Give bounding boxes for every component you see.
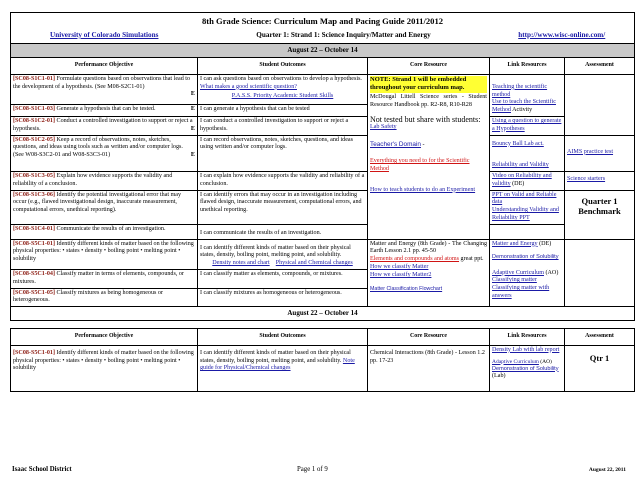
core-resource-cell: Chemical Interactions (8th Grade) - Lesson 1.2 pp. 17-23: [368, 345, 490, 391]
classify-matter-link[interactable]: How we classify Matter: [370, 264, 429, 271]
matter-energy-resource: Matter and Energy (8th Grade) - The Changing Earth Lesson 2.1 pp. 45-50: [370, 240, 487, 255]
outcome-cell: [198, 345, 368, 391]
col-performance-objective: Performance Objective: [11, 58, 198, 75]
outcome-cell: [198, 74, 368, 105]
objective-text: Keep a record of observations, notes, sketches, questions, and ideas using tools such as written and/or computer logs. (See W08-S3C2-01 and W08-S3C3-01): [13, 136, 183, 159]
outcome-cell: I can classify matter as elements, compounds, or mixtures.: [198, 270, 368, 289]
science-starters-link[interactable]: Science starters: [567, 176, 606, 183]
adaptive-curriculum-link[interactable]: Adaptive Curriculum: [492, 358, 539, 365]
standard-code: [SC08-S1C3-06]: [13, 191, 55, 198]
standard-code: [SC08-S1C1-01]: [13, 75, 55, 82]
outcome-cell: [198, 239, 368, 269]
elements-compounds-link[interactable]: Elements and compounds and atoms: [370, 256, 460, 263]
col-assessment: Assessment: [565, 58, 635, 75]
mcdougal-resource: McDougal Littell Science series - Student Resource Handbook pp. R2-R8, R10-R28: [370, 94, 487, 109]
classify-matter2-link[interactable]: How we classify Matter2: [370, 271, 432, 278]
standard-code: [SC08-S5C1-01]: [13, 349, 55, 356]
assessment-cell: [565, 190, 635, 239]
objective-cell: [11, 135, 198, 172]
outcome-cell: I can generate a hypothesis that can be tested: [198, 105, 368, 117]
aims-practice-link[interactable]: AIMS practice test: [567, 148, 614, 155]
outcome-text: I can identify different kinds of matter based on their physical states, density, boiling point, melting point, and solubility.: [200, 349, 351, 364]
standard-code: [SC08-S1C2-01]: [13, 117, 55, 124]
activity-label: Activity: [510, 107, 533, 114]
curriculum-table: [10, 12, 635, 321]
outcome-cell: I can explain how evidence supports the validity and reliability of a conclusion.: [198, 172, 368, 191]
table-row: [11, 74, 635, 105]
objective-cell: [11, 116, 198, 135]
colorado-simulations-link[interactable]: University of Colorado Simulations: [11, 29, 198, 44]
not-tested-note: Not tested but share with students:: [370, 114, 481, 124]
classifying-matter-link[interactable]: Classifying matter: [492, 277, 537, 284]
col-core-resource: Core Resource: [368, 58, 490, 75]
essential-flag: E: [190, 106, 195, 113]
adaptive-suffix: (AO): [543, 269, 559, 276]
standard-code: [SC08-S1C2-05]: [13, 136, 55, 143]
video-reliability-link[interactable]: Video on Reliability and validity: [492, 173, 552, 187]
objective-text: Classify mixtures as being homogeneous or heterogeneous.: [13, 289, 163, 304]
col-core-resource: Core Resource: [368, 329, 490, 346]
strand-note: NOTE: Strand 1 will be embedded throughout your curriculum map.: [370, 76, 487, 94]
note-guide-link[interactable]: Note guide for Physical/Chemical changes: [200, 357, 355, 372]
district-name: Isaac School District: [12, 466, 72, 473]
core-resource-cell: [368, 239, 490, 307]
title-row: [11, 13, 635, 30]
assessment-cell: [565, 74, 635, 135]
link-cell: [490, 345, 565, 391]
demo-solubility-link[interactable]: Demonstration of Solubility: [492, 365, 559, 372]
lab-suffix: (Lab): [492, 373, 506, 380]
using-question-link[interactable]: Using a question to generate a Hypotheses: [492, 117, 562, 132]
outcome-text: I can ask questions based on observations to develop a hypothesis.: [200, 75, 362, 82]
table-row: [11, 224, 635, 239]
standard-code: [SC08-S1C1-03]: [13, 106, 55, 113]
outcome-cell: I can classify mixtures as homogeneous or heterogeneous.: [198, 288, 368, 307]
outcome-cell: I can identify errors that may occur in an investigation including flawed design, inaccurate measurement, computational errors, and unethical reporting.: [198, 190, 368, 224]
table-row: [11, 239, 635, 269]
link-cell: [490, 135, 565, 172]
objective-cell: [11, 190, 198, 224]
standard-code: [SC08-S5C1-05]: [13, 289, 55, 296]
curriculum-page: [10, 12, 634, 392]
density-notes-link[interactable]: Density notes and chart: [212, 260, 270, 267]
table-row: [11, 116, 635, 135]
link-cell: [490, 190, 565, 224]
classifying-answers-link[interactable]: Classifying matter with answers: [492, 285, 550, 300]
objective-cell: [11, 345, 198, 391]
standard-code: [SC08-S5C1-01]: [13, 240, 55, 247]
core-resource-cell: [368, 74, 490, 239]
objective-text: Classify matter in terms of elements, compounds, or mixtures.: [13, 271, 184, 285]
objective-text: Identify the potential investigational error that may occur (e.g., flawed investigational design, inaccurate measurement, computational errors, unethical reporting).: [13, 191, 182, 214]
link-cell: [490, 116, 565, 135]
link-cell: [490, 74, 565, 116]
assessment-cell: [565, 135, 635, 172]
matter-energy-de-suffix: (DE): [537, 240, 552, 247]
curriculum-table-2: [10, 328, 635, 392]
outcome-text: I can identify different kinds of matter based on their physical states, density, boiling point, melting point, and solubility.: [200, 244, 351, 259]
assessment-cell: [565, 239, 635, 307]
physical-chemical-link[interactable]: Physical and Chemical changes: [275, 260, 353, 267]
date-band: [11, 307, 635, 321]
assessment-cell: [565, 172, 635, 191]
date-band: [11, 44, 635, 58]
page-title: 8th Grade Science: Curriculum Map and Pacing Guide 2011/2012: [11, 13, 635, 30]
wisc-online-link[interactable]: http://www.wisc-online.com/: [490, 29, 635, 44]
density-lab-link[interactable]: Density Lab with lab report: [492, 346, 560, 353]
header-row: [11, 29, 635, 44]
col-link-resources: Link Resources: [490, 329, 565, 346]
table-row: [11, 190, 635, 224]
objective-cell: [11, 105, 198, 117]
objective-text: Conduct a controlled investigation to support or reject a hypothesis.: [13, 117, 193, 132]
essential-flag: E: [190, 152, 195, 159]
quarter-benchmark: Quarter 1 Benchmark: [578, 195, 621, 216]
footer-date: August 22, 2011: [588, 467, 626, 473]
table-row: [11, 345, 635, 391]
standard-code: [SC08-S5C1-04]: [13, 271, 55, 278]
col-performance-objective: Performance Objective: [11, 329, 198, 346]
assessment-cell: [565, 345, 635, 391]
elements-suffix: great ppt.: [459, 256, 484, 263]
objective-text: Identify different kinds of matter based on the following physical properties: • states • density • boiling point • melting point • solubility: [13, 349, 194, 372]
use-teach-link[interactable]: Use to teach the Scientific Method: [492, 99, 556, 114]
classification-flowchart-link[interactable]: Matter Classification Flowchart: [370, 285, 443, 292]
adaptive-suffix: (AO): [538, 358, 552, 365]
understanding-validity-link[interactable]: Understanding Validity and Reliability PPT: [492, 207, 559, 222]
how-to-teach-link[interactable]: How to teach students to do an Experiment: [370, 186, 476, 193]
objective-cell: [11, 288, 198, 307]
qtr-label: Qtr 1: [589, 352, 610, 363]
objective-text: Generate a hypothesis that can be tested.: [56, 106, 156, 113]
outcome-cell: I can record observations, notes, sketches, questions, and ideas using written and/or computer logs.: [198, 135, 368, 172]
reliability-validity-link[interactable]: Reliability and Validity: [492, 162, 549, 169]
objective-cell: [11, 224, 198, 239]
column-header-row: [11, 58, 635, 75]
table-row: [11, 135, 635, 172]
adaptive-curriculum-link[interactable]: Adaptive Curriculum: [492, 269, 544, 276]
link-cell: [490, 224, 565, 239]
col-link-resources: Link Resources: [490, 58, 565, 75]
col-assessment: Assessment: [565, 329, 635, 346]
objective-text: Communicate the results of an investigation.: [56, 225, 166, 232]
objective-cell: [11, 74, 198, 105]
pass-skills-link[interactable]: P.A.S.S. Priority Academic Student Skills: [231, 93, 334, 100]
video-suffix: (DE): [510, 180, 525, 187]
col-student-outcomes: Student Outcomes: [198, 58, 368, 75]
good-question-link[interactable]: What makes a good scientific question?: [200, 83, 297, 90]
date-band-text: August 22 – October 14: [11, 44, 635, 58]
quarter-heading: Quarter 1: Strand 1: Science Inquiry/Matter and Energy: [198, 29, 490, 44]
standard-code: [SC08-S1C4-01]: [13, 225, 55, 232]
date-band-text: August 22 – October 14: [11, 307, 635, 321]
teaching-sci-method-link[interactable]: Teaching the scientific method: [492, 83, 548, 98]
objective-cell: [11, 172, 198, 191]
essential-flag: E: [190, 91, 195, 98]
col-student-outcomes: Student Outcomes: [198, 329, 368, 346]
objective-cell: [11, 270, 198, 289]
objective-cell: [11, 239, 198, 269]
matter-energy-de-link[interactable]: Matter and Energy: [492, 240, 538, 247]
objective-text: Formulate questions based on observations that lead to the development of a hypothesis. (See M08-S2C1-01): [13, 75, 191, 90]
objective-text: Explain how evidence supports the validity and reliability of a conclusion.: [13, 173, 173, 187]
outcome-cell: I can conduct a controlled investigation to support or reject a hypothesis.: [198, 116, 368, 135]
demo-solubility-link[interactable]: Demonstration of Solubility: [492, 254, 559, 261]
ppt-valid-link[interactable]: PPT on Valid and Reliable data: [492, 191, 557, 206]
standard-code: [SC08-S1C3-05]: [13, 173, 55, 180]
scientific-method-link[interactable]: Everything you need to for the Scientific Method: [370, 158, 470, 172]
link-cell: [490, 239, 565, 307]
column-header-row: [11, 329, 635, 346]
table-row: [11, 172, 635, 191]
teachers-domain-suffix: -: [420, 142, 425, 149]
essential-flag: E: [190, 125, 195, 132]
bouncy-ball-link[interactable]: Bouncy Ball Lab act.: [492, 140, 544, 147]
page-number: Page 1 of 9: [297, 466, 328, 473]
lab-safety-link[interactable]: Lab Safety: [370, 124, 397, 131]
teachers-domain-link[interactable]: Teacher's Domain: [370, 141, 421, 149]
outcome-cell: I can communicate the results of an investigation.: [198, 224, 368, 239]
objective-text: Identify different kinds of matter based on the following physical properties: • states • density • boiling point • melting point • solubility: [13, 240, 194, 263]
link-cell: [490, 172, 565, 191]
